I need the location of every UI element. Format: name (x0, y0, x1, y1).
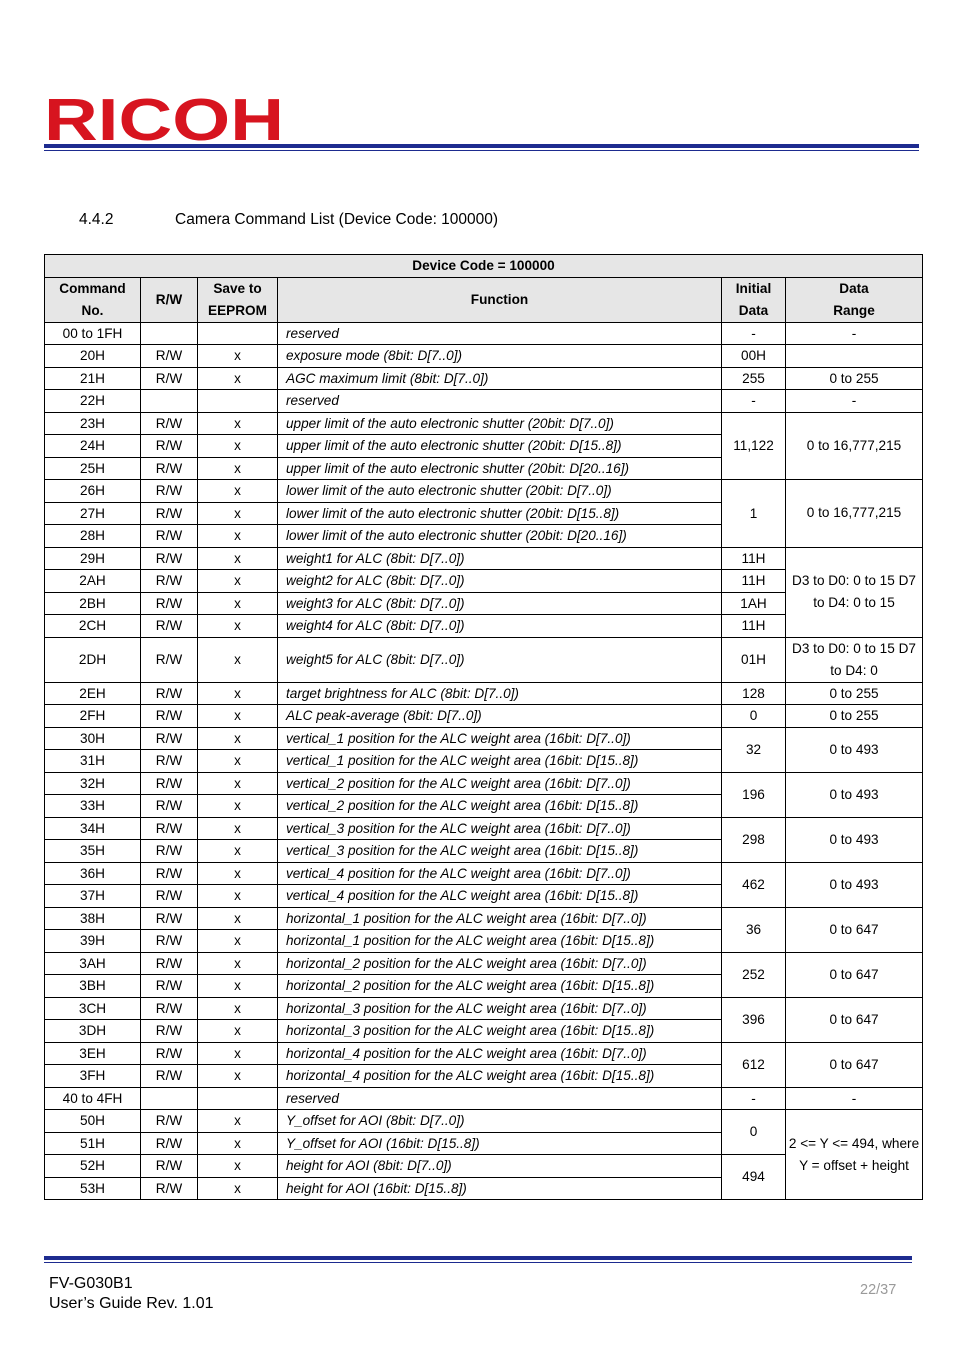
cell-rw: R/W (141, 862, 198, 885)
cell-rw: R/W (141, 975, 198, 998)
table-header-row (45, 277, 923, 322)
header-command-no: Command No. (45, 277, 141, 322)
cell-command-no: 2AH (45, 570, 141, 593)
header-rule-thin (44, 150, 919, 151)
cell-function: reserved (278, 390, 722, 413)
cell-function: height for AOI (16bit: D[15..8]) (278, 1177, 722, 1200)
cell-save-eeprom: x (198, 592, 278, 615)
cell-initial-data: 11H (722, 570, 786, 593)
cell-initial-data: 252 (722, 952, 786, 997)
cell-data-range: 0 to 493 (786, 817, 923, 862)
cell-rw: R/W (141, 435, 198, 458)
cell-function: height for AOI (8bit: D[7..0]) (278, 1155, 722, 1178)
cell-save-eeprom: x (198, 750, 278, 773)
cell-command-no: 2DH (45, 637, 141, 682)
cell-rw: R/W (141, 817, 198, 840)
cell-function: horizontal_3 position for the ALC weight area (16bit: D[15..8]) (278, 1020, 722, 1043)
cell-rw: R/W (141, 885, 198, 908)
ricoh-logo (44, 92, 284, 142)
cell-function: horizontal_4 position for the ALC weight area (16bit: D[15..8]) (278, 1065, 722, 1088)
cell-rw: R/W (141, 1020, 198, 1043)
cell-command-no: 3BH (45, 975, 141, 998)
table-row (45, 705, 923, 728)
cell-command-no: 3DH (45, 1020, 141, 1043)
cell-data-range: 0 to 255 (786, 682, 923, 705)
table-caption: Device Code = 100000 (45, 255, 923, 278)
cell-command-no: 36H (45, 862, 141, 885)
cell-data-range: 0 to 647 (786, 907, 923, 952)
cell-data-range: 0 to 647 (786, 1042, 923, 1087)
cell-function: vertical_4 position for the ALC weight area (16bit: D[7..0]) (278, 862, 722, 885)
cell-function: upper limit of the auto electronic shutter (20bit: D[15..8]) (278, 435, 722, 458)
cell-save-eeprom: x (198, 862, 278, 885)
cell-function: vertical_3 position for the ALC weight area (16bit: D[7..0]) (278, 817, 722, 840)
cell-rw: R/W (141, 930, 198, 953)
cell-save-eeprom (198, 1087, 278, 1110)
cell-function: upper limit of the auto electronic shutter (20bit: D[7..0]) (278, 412, 722, 435)
table-row (45, 817, 923, 840)
cell-save-eeprom: x (198, 367, 278, 390)
cell-rw: R/W (141, 1132, 198, 1155)
cell-command-no: 32H (45, 772, 141, 795)
cell-initial-data: 1 (722, 480, 786, 548)
cell-rw: R/W (141, 907, 198, 930)
cell-initial-data: 11H (722, 615, 786, 638)
cell-save-eeprom: x (198, 772, 278, 795)
cell-rw: R/W (141, 570, 198, 593)
cell-function: exposure mode (8bit: D[7..0]) (278, 345, 722, 368)
cell-initial-data: 1AH (722, 592, 786, 615)
cell-command-no: 2CH (45, 615, 141, 638)
cell-save-eeprom: x (198, 1155, 278, 1178)
cell-function: vertical_2 position for the ALC weight area (16bit: D[7..0]) (278, 772, 722, 795)
cell-function: horizontal_1 position for the ALC weight area (16bit: D[7..0]) (278, 907, 722, 930)
cell-data-range: 0 to 493 (786, 862, 923, 907)
table-row (45, 412, 923, 435)
cell-rw: R/W (141, 592, 198, 615)
cell-rw: R/W (141, 502, 198, 525)
cell-command-no: 38H (45, 907, 141, 930)
cell-save-eeprom: x (198, 480, 278, 503)
cell-save-eeprom: x (198, 525, 278, 548)
cell-command-no: 20H (45, 345, 141, 368)
cell-function: horizontal_2 position for the ALC weight area (16bit: D[15..8]) (278, 975, 722, 998)
cell-initial-data: 128 (722, 682, 786, 705)
cell-rw: R/W (141, 750, 198, 773)
cell-function: weight2 for ALC (8bit: D[7..0]) (278, 570, 722, 593)
cell-save-eeprom: x (198, 435, 278, 458)
cell-rw: R/W (141, 1065, 198, 1088)
cell-function: vertical_1 position for the ALC weight area (16bit: D[15..8]) (278, 750, 722, 773)
cell-data-range: 2 <= Y <= 494, where Y = offset + height (786, 1110, 923, 1200)
cell-rw: R/W (141, 412, 198, 435)
cell-command-no: 2FH (45, 705, 141, 728)
table-row (45, 390, 923, 413)
cell-save-eeprom: x (198, 1020, 278, 1043)
cell-command-no: 52H (45, 1155, 141, 1178)
cell-command-no: 3CH (45, 997, 141, 1020)
table-body (45, 322, 923, 1200)
cell-save-eeprom: x (198, 975, 278, 998)
cell-save-eeprom: x (198, 1042, 278, 1065)
cell-function: ALC peak-average (8bit: D[7..0]) (278, 705, 722, 728)
cell-save-eeprom: x (198, 1132, 278, 1155)
cell-rw: R/W (141, 1155, 198, 1178)
cell-initial-data: 396 (722, 997, 786, 1042)
table-row (45, 997, 923, 1020)
table-row (45, 1087, 923, 1110)
cell-command-no: 28H (45, 525, 141, 548)
cell-initial-data: - (722, 1087, 786, 1110)
cell-save-eeprom: x (198, 840, 278, 863)
cell-save-eeprom (198, 390, 278, 413)
cell-command-no: 27H (45, 502, 141, 525)
cell-save-eeprom: x (198, 570, 278, 593)
cell-save-eeprom: x (198, 682, 278, 705)
cell-initial-data: 36 (722, 907, 786, 952)
cell-data-range: 0 to 647 (786, 952, 923, 997)
cell-function: lower limit of the auto electronic shutter (20bit: D[7..0]) (278, 480, 722, 503)
cell-command-no: 3EH (45, 1042, 141, 1065)
cell-data-range: 0 to 255 (786, 367, 923, 390)
cell-rw: R/W (141, 727, 198, 750)
section-title: Camera Command List (Device Code: 100000) (175, 211, 499, 228)
cell-function: weight1 for ALC (8bit: D[7..0]) (278, 547, 722, 570)
cell-data-range: 0 to 647 (786, 997, 923, 1042)
cell-data-range (786, 345, 923, 368)
cell-function: horizontal_4 position for the ALC weight area (16bit: D[7..0]) (278, 1042, 722, 1065)
table-row (45, 952, 923, 975)
cell-command-no: 30H (45, 727, 141, 750)
cell-data-range: 0 to 493 (786, 772, 923, 817)
table-row (45, 547, 923, 570)
cell-command-no: 51H (45, 1132, 141, 1155)
cell-function: Y_offset for AOI (8bit: D[7..0]) (278, 1110, 722, 1133)
cell-initial-data: 462 (722, 862, 786, 907)
cell-rw: R/W (141, 1177, 198, 1200)
cell-function: horizontal_1 position for the ALC weight area (16bit: D[15..8]) (278, 930, 722, 953)
footer-page-number: 22/37 (860, 1282, 897, 1298)
cell-command-no: 39H (45, 930, 141, 953)
cell-data-range: D3 to D0: 0 to 15 D7 to D4: 0 to 15 (786, 547, 923, 637)
cell-command-no: 40 to 4FH (45, 1087, 141, 1110)
cell-command-no: 50H (45, 1110, 141, 1133)
table-row (45, 772, 923, 795)
cell-initial-data: - (722, 322, 786, 345)
cell-command-no: 34H (45, 817, 141, 840)
cell-rw: R/W (141, 615, 198, 638)
cell-command-no: 3FH (45, 1065, 141, 1088)
cell-rw: R/W (141, 547, 198, 570)
cell-command-no: 00 to 1FH (45, 322, 141, 345)
cell-command-no: 29H (45, 547, 141, 570)
footer-rule (44, 1256, 912, 1260)
table-row (45, 727, 923, 750)
cell-command-no: 2BH (45, 592, 141, 615)
cell-rw: R/W (141, 682, 198, 705)
cell-rw: R/W (141, 795, 198, 818)
cell-function: horizontal_2 position for the ALC weight area (16bit: D[7..0]) (278, 952, 722, 975)
cell-rw: R/W (141, 997, 198, 1020)
cell-command-no: 3AH (45, 952, 141, 975)
cell-save-eeprom: x (198, 412, 278, 435)
command-table (44, 254, 923, 1200)
cell-command-no: 22H (45, 390, 141, 413)
cell-save-eeprom: x (198, 502, 278, 525)
cell-rw: R/W (141, 1042, 198, 1065)
cell-function: reserved (278, 1087, 722, 1110)
cell-data-range: 0 to 255 (786, 705, 923, 728)
cell-initial-data: 32 (722, 727, 786, 772)
footer-guide: User’s Guide Rev. 1.01 (49, 1295, 214, 1312)
cell-initial-data: 298 (722, 817, 786, 862)
header-rule (44, 144, 919, 148)
cell-save-eeprom: x (198, 795, 278, 818)
cell-data-range: 0 to 16,777,215 (786, 412, 923, 480)
cell-rw: R/W (141, 345, 198, 368)
cell-save-eeprom: x (198, 637, 278, 682)
cell-save-eeprom: x (198, 907, 278, 930)
header-initial-data: Initial Data (722, 277, 786, 322)
cell-save-eeprom: x (198, 817, 278, 840)
footer-rule-thin (44, 1262, 912, 1263)
cell-function: weight3 for ALC (8bit: D[7..0]) (278, 592, 722, 615)
cell-initial-data: 01H (722, 637, 786, 682)
cell-function: upper limit of the auto electronic shutter (20bit: D[20..16]) (278, 457, 722, 480)
cell-function: reserved (278, 322, 722, 345)
cell-rw: R/W (141, 705, 198, 728)
cell-initial-data: 0 (722, 1110, 786, 1155)
header-data-range: Data Range (786, 277, 923, 322)
table-row (45, 322, 923, 345)
cell-function: vertical_3 position for the ALC weight area (16bit: D[15..8]) (278, 840, 722, 863)
cell-save-eeprom: x (198, 547, 278, 570)
cell-save-eeprom (198, 322, 278, 345)
cell-command-no: 25H (45, 457, 141, 480)
cell-function: AGC maximum limit (8bit: D[7..0]) (278, 367, 722, 390)
cell-command-no: 37H (45, 885, 141, 908)
cell-data-range: - (786, 322, 923, 345)
cell-initial-data: 11,122 (722, 412, 786, 480)
table-row (45, 637, 923, 682)
cell-save-eeprom: x (198, 615, 278, 638)
header-save-eeprom: Save to EEPROM (198, 277, 278, 322)
cell-command-no: 35H (45, 840, 141, 863)
cell-command-no: 26H (45, 480, 141, 503)
cell-save-eeprom: x (198, 885, 278, 908)
cell-function: target brightness for ALC (8bit: D[7..0]) (278, 682, 722, 705)
cell-function: Y_offset for AOI (16bit: D[15..8]) (278, 1132, 722, 1155)
header-function: Function (278, 277, 722, 322)
cell-save-eeprom: x (198, 705, 278, 728)
cell-save-eeprom: x (198, 345, 278, 368)
cell-function: horizontal_3 position for the ALC weight area (16bit: D[7..0]) (278, 997, 722, 1020)
footer-model: FV-G030B1 (49, 1275, 133, 1292)
cell-command-no: 31H (45, 750, 141, 773)
cell-save-eeprom: x (198, 1065, 278, 1088)
cell-initial-data: 255 (722, 367, 786, 390)
cell-rw (141, 390, 198, 413)
cell-initial-data: 0 (722, 705, 786, 728)
cell-data-range: - (786, 390, 923, 413)
cell-command-no: 23H (45, 412, 141, 435)
section-number: 4.4.2 (79, 211, 114, 228)
cell-initial-data: 494 (722, 1155, 786, 1200)
cell-data-range: 0 to 493 (786, 727, 923, 772)
cell-save-eeprom: x (198, 457, 278, 480)
cell-initial-data: 612 (722, 1042, 786, 1087)
table-row (45, 907, 923, 930)
cell-save-eeprom: x (198, 1110, 278, 1133)
cell-function: vertical_1 position for the ALC weight area (16bit: D[7..0]) (278, 727, 722, 750)
table-row (45, 862, 923, 885)
cell-save-eeprom: x (198, 952, 278, 975)
cell-rw: R/W (141, 952, 198, 975)
cell-rw (141, 1087, 198, 1110)
table-row (45, 345, 923, 368)
cell-function: vertical_2 position for the ALC weight area (16bit: D[15..8]) (278, 795, 722, 818)
cell-command-no: 53H (45, 1177, 141, 1200)
cell-function: vertical_4 position for the ALC weight area (16bit: D[15..8]) (278, 885, 722, 908)
cell-initial-data: 196 (722, 772, 786, 817)
cell-initial-data: 00H (722, 345, 786, 368)
cell-rw (141, 322, 198, 345)
cell-data-range: 0 to 16,777,215 (786, 480, 923, 548)
cell-rw: R/W (141, 1110, 198, 1133)
table-caption-row (45, 255, 923, 278)
cell-rw: R/W (141, 772, 198, 795)
cell-command-no: 33H (45, 795, 141, 818)
cell-save-eeprom: x (198, 727, 278, 750)
cell-command-no: 21H (45, 367, 141, 390)
table-row (45, 480, 923, 503)
table-row (45, 367, 923, 390)
section-heading (79, 211, 498, 229)
cell-rw: R/W (141, 840, 198, 863)
table-row (45, 1042, 923, 1065)
cell-save-eeprom: x (198, 997, 278, 1020)
cell-initial-data: - (722, 390, 786, 413)
cell-rw: R/W (141, 367, 198, 390)
cell-function: lower limit of the auto electronic shutter (20bit: D[20..16]) (278, 525, 722, 548)
cell-rw: R/W (141, 637, 198, 682)
ricoh-logo-text: RICOH (44, 92, 284, 142)
cell-function: weight5 for ALC (8bit: D[7..0]) (278, 637, 722, 682)
header-rw: R/W (141, 277, 198, 322)
cell-rw: R/W (141, 480, 198, 503)
cell-function: lower limit of the auto electronic shutter (20bit: D[15..8]) (278, 502, 722, 525)
cell-command-no: 2EH (45, 682, 141, 705)
cell-rw: R/W (141, 525, 198, 548)
table-row (45, 1110, 923, 1133)
cell-initial-data: 11H (722, 547, 786, 570)
cell-rw: R/W (141, 457, 198, 480)
cell-save-eeprom: x (198, 1177, 278, 1200)
cell-command-no: 24H (45, 435, 141, 458)
cell-data-range: - (786, 1087, 923, 1110)
cell-function: weight4 for ALC (8bit: D[7..0]) (278, 615, 722, 638)
cell-data-range: D3 to D0: 0 to 15 D7 to D4: 0 (786, 637, 923, 682)
table-row (45, 682, 923, 705)
cell-save-eeprom: x (198, 930, 278, 953)
